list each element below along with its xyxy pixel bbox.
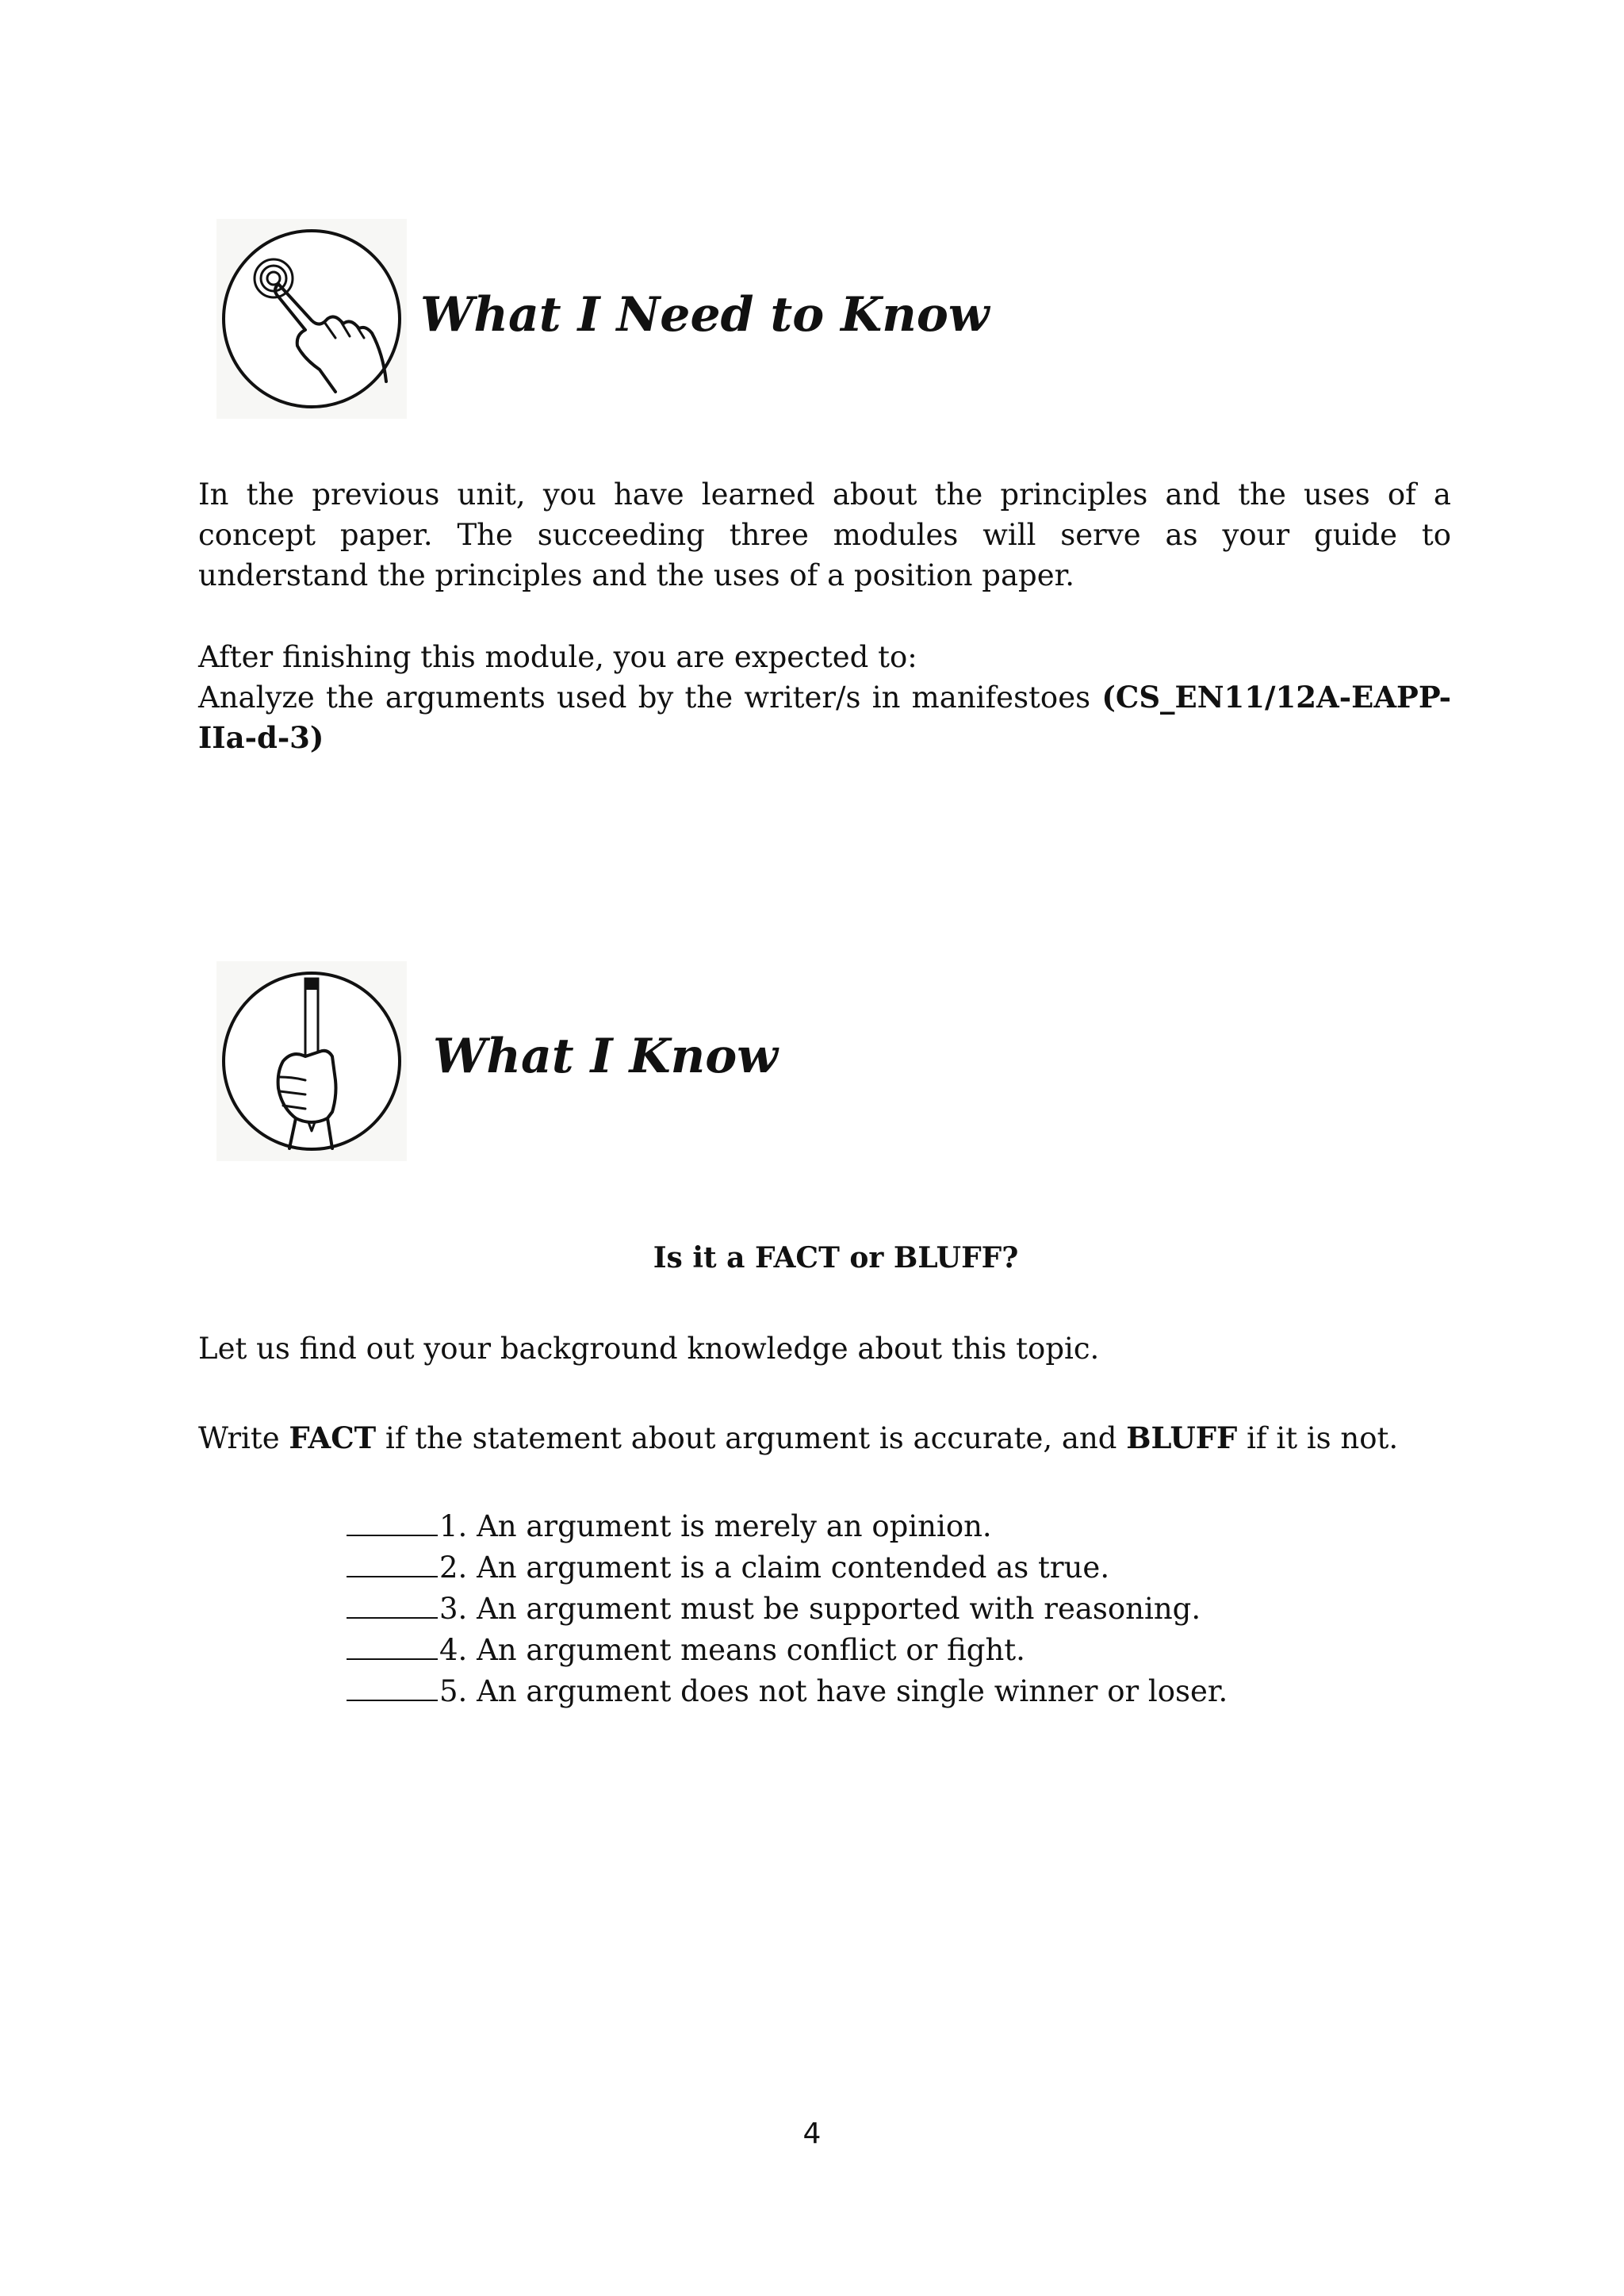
section-title-what-i-know: What I Know — [433, 1029, 778, 1084]
quiz-item — [347, 1671, 1228, 1712]
quiz-item-text: 5. An argument does not have single winner or loser. — [439, 1674, 1228, 1708]
quiz-instruction — [198, 1418, 1398, 1458]
quiz-item-text: 3. An argument must be supported with reasoning. — [439, 1592, 1201, 1626]
quiz-prompt: Let us find out your background knowledge about this topic. — [198, 1332, 1100, 1366]
quiz-item — [347, 1630, 1228, 1671]
answer-blank[interactable] — [347, 1673, 438, 1701]
quiz-item — [347, 1589, 1228, 1630]
quiz-item-text: 4. An argument means conflict or fight. — [439, 1633, 1025, 1667]
page-number: 4 — [802, 2118, 822, 2150]
quiz-item-text: 2. An argument is a claim contended as true. — [439, 1550, 1110, 1585]
pointing-hand-touch-icon — [216, 219, 407, 419]
objective-text: Analyze the arguments used by the writer/s in manifestoes — [198, 680, 1091, 715]
expected-line: After finishing this module, you are expected to: — [198, 640, 917, 674]
instruction-pre: Write — [198, 1421, 280, 1455]
instruction-post: if it is not. — [1247, 1421, 1399, 1455]
answer-blank[interactable] — [347, 1631, 438, 1660]
instruction-mid: if the statement about argument is accurate, and — [385, 1421, 1117, 1455]
quiz-items-list — [347, 1506, 1228, 1712]
instruction-bluff: BLUFF — [1126, 1420, 1238, 1455]
quiz-item-text: 1. An argument is merely an opinion. — [439, 1509, 992, 1543]
section-title-need-to-know: What I Need to Know — [420, 287, 990, 343]
answer-blank[interactable] — [347, 1590, 438, 1619]
hand-holding-pencil-icon — [216, 961, 407, 1161]
answer-blank[interactable] — [347, 1549, 438, 1577]
competency-code: (CS_EN11/12A-EAPP-IIa-d-3) — [198, 680, 1451, 755]
answer-blank[interactable] — [347, 1508, 438, 1536]
instruction-fact: FACT — [289, 1420, 377, 1455]
quiz-title: Is it a FACT or BLUFF? — [653, 1241, 1019, 1274]
intro-paragraph: In the previous unit, you have learned about the principles and the uses of a concept paper. The succeeding three modules will serve as your guide to understand the principles and the uses of a position paper. — [198, 477, 1451, 592]
quiz-item — [347, 1506, 1228, 1547]
objective-line — [198, 677, 1451, 758]
quiz-item — [347, 1547, 1228, 1589]
